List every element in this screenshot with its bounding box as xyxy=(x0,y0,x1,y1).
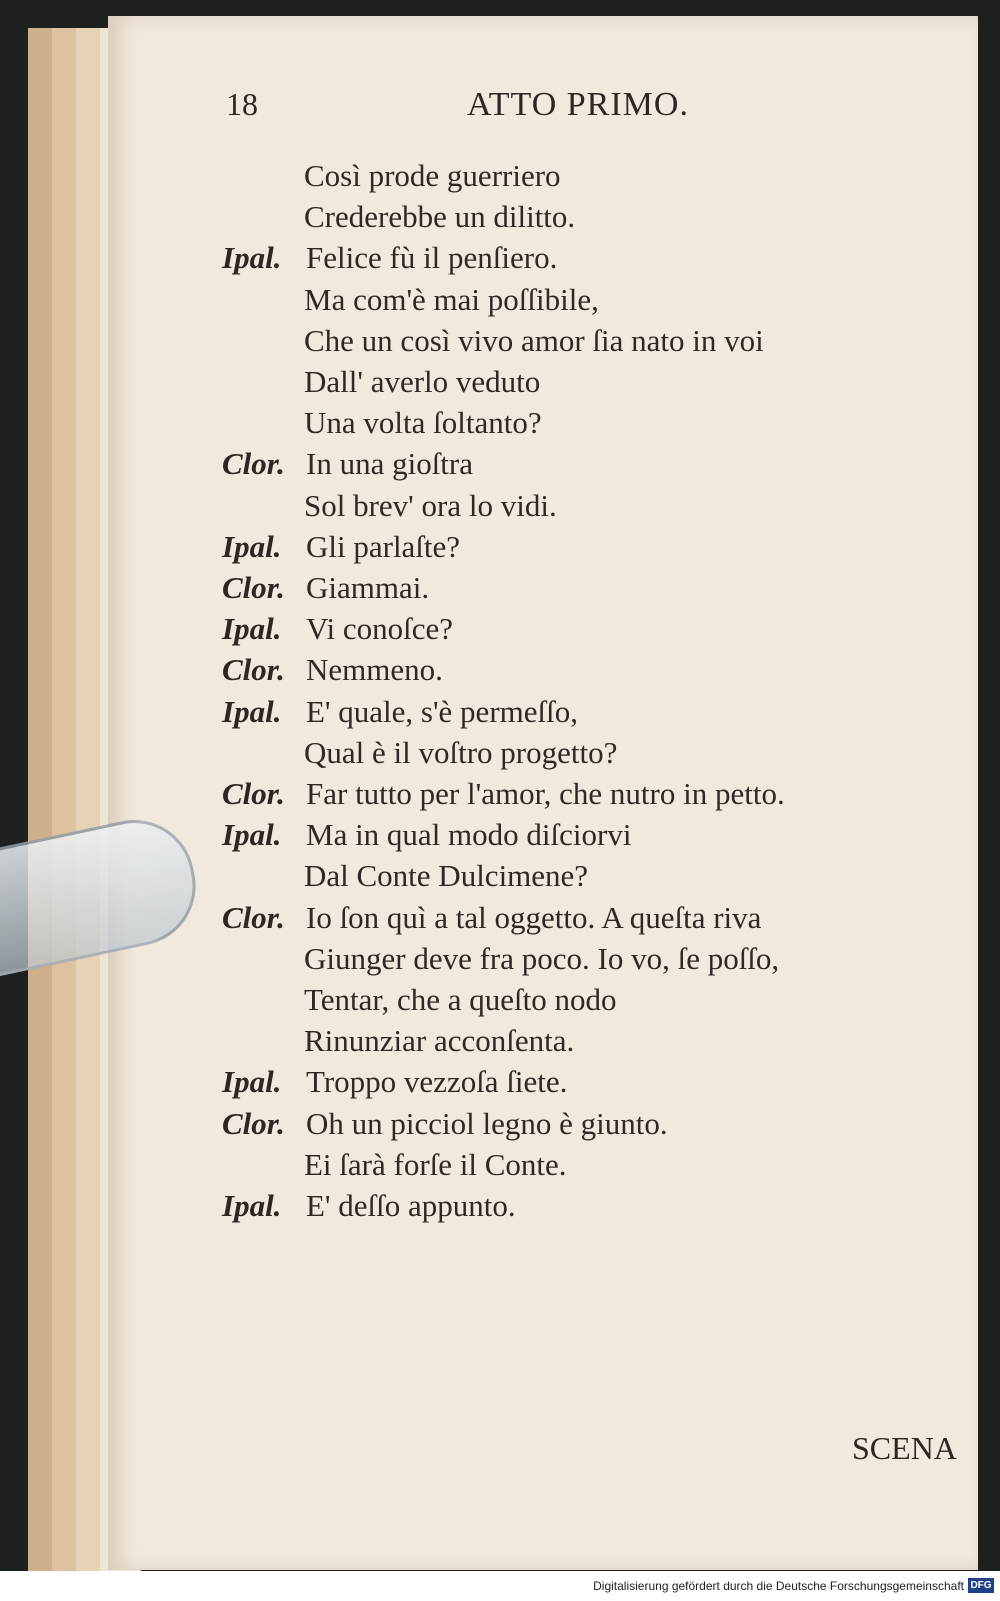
verse-line: Rinunziar acconſenta. xyxy=(304,1023,575,1059)
verse-line: In una gioſtra xyxy=(306,446,474,482)
dfg-logo: DFG xyxy=(968,1578,994,1593)
catchword: SCENA xyxy=(852,1430,957,1466)
verse-line: Dall' averlo veduto xyxy=(304,364,541,399)
verse-line: E' deſſo appunto. xyxy=(306,1188,516,1223)
speaker-label: Ipal. xyxy=(222,1064,282,1100)
funding-note: Digitalisierung gefördert durch die Deutsche Forschungsgemeinschaft xyxy=(593,1579,964,1593)
verse-line: Io ſon quì a tal oggetto. A queſta riva xyxy=(306,899,762,935)
verse-line: Giammai. xyxy=(306,570,430,605)
speaker-label: Clor. xyxy=(222,776,285,811)
verse-line: Così prode guerriero xyxy=(304,158,561,193)
verse-line: E' quale, s'è permeſſo, xyxy=(306,693,578,729)
speaker-label: Clor. xyxy=(222,652,285,688)
verse-line: Oh un picciol legno è giunto. xyxy=(306,1105,668,1141)
verse-line: Che un così vivo amor ſia nato in voi xyxy=(304,322,764,358)
verse-line: Qual è il voſtro progetto? xyxy=(304,734,618,770)
speaker-label: Ipal. xyxy=(222,528,282,564)
speaker-label: Ipal. xyxy=(222,693,282,729)
verse-line: Dal Conte Dulcimene? xyxy=(304,858,589,894)
speaker-label: Ipal. xyxy=(222,611,282,647)
running-header: ATTO PRIMO. xyxy=(467,86,689,123)
verse-line: Una volta ſoltanto? xyxy=(304,405,542,441)
verse-line: Gli parlaſte? xyxy=(306,528,461,564)
verse-line: Ma com'è mai poſſibile, xyxy=(304,281,599,317)
verse-line: Vi conoſce? xyxy=(306,611,454,647)
speaker-label: Clor. xyxy=(222,570,285,605)
verse-line: Ma in qual modo diſciorvi xyxy=(306,817,632,853)
verse-line: Giunger deve fra poco. Io vo, ſe poſſo, xyxy=(304,940,780,976)
speaker-label: Ipal. xyxy=(222,817,282,853)
speaker-label: Clor. xyxy=(222,446,285,482)
footer-bar xyxy=(0,1571,1000,1601)
speaker-label: Clor. xyxy=(222,899,285,935)
verse-line: Felice fù il penſiero. xyxy=(306,240,558,276)
verse-line: Ei ſarà forſe il Conte. xyxy=(304,1146,567,1182)
verse-line: Crederebbe un dilitto. xyxy=(304,199,576,235)
verse-line: Sol brev' ora lo vidi. xyxy=(304,487,557,523)
verse-line: Tentar, che a queſto nodo xyxy=(304,982,617,1017)
verse-line: Troppo vezzoſa ſiete. xyxy=(306,1064,568,1100)
speaker-label: Ipal. xyxy=(222,1188,282,1223)
speaker-label: Clor. xyxy=(222,1105,285,1141)
speaker-label: Ipal. xyxy=(222,240,282,276)
page-number: 18 xyxy=(226,86,258,122)
verse-line: Nemmeno. xyxy=(306,652,443,688)
verse-line: Far tutto per l'amor, che nutro in petto. xyxy=(306,776,785,811)
